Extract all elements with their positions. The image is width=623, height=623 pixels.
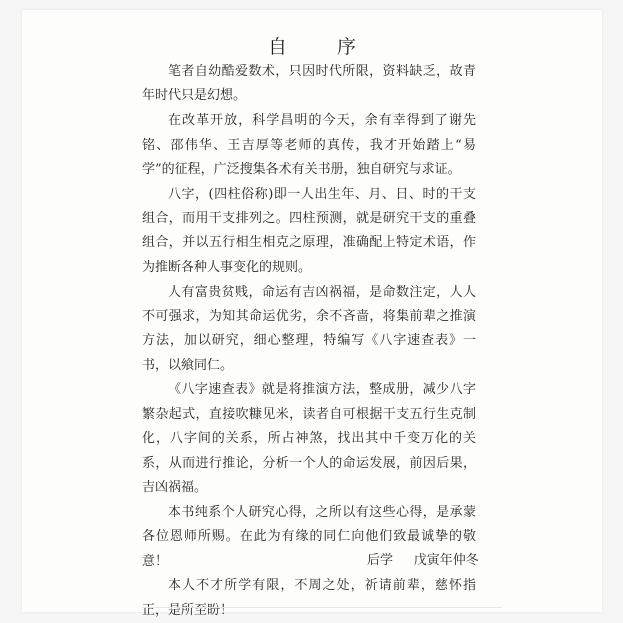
page-edge-line bbox=[142, 607, 502, 608]
paragraph-7: 本人不才所学有限，不周之处，祈请前辈，慈怀指正，是所至盼！ bbox=[142, 578, 476, 618]
paragraph-1: 笔者自幼酷爱数术，只因时代所限，资料缺乏，故青年时代只是幻想。 bbox=[142, 64, 476, 104]
document-page bbox=[22, 10, 602, 618]
document-title: 自 序 bbox=[267, 36, 379, 58]
paragraph-4: 人有富贵贫贱，命运有吉凶祸福，是命数注定，人人不可强求，为知其命运优劣，余不吝啬，将集前辈之推演方法，加以研究，细心整理，特编写《八字速查表》一书，以飨同仁。 bbox=[142, 284, 476, 373]
signature-date: 戊寅年仲冬 bbox=[413, 553, 479, 568]
paragraph-2: 在改革开放，科学昌明的今天，余有幸得到了谢先铭、邵伟华、王吉厚等老师的真传，我才开始踏上“易学”的征程，广泛搜集各术有关书册，独自研究与求证。 bbox=[142, 113, 476, 177]
paragraph-3: 八字，(四柱俗称)即一人出生年、月、日、时的干支组合，而用干支排列之。四柱预测，就是研究干支的重叠组合，并以五行相生相克之原理，准确配上特定术语，作为推断各种人事变化的规则。 bbox=[142, 186, 476, 275]
paragraph-5: 《八字速查表》就是将推演方法，整成册，减少八字繁杂起式，直接吹糠见米，读者自可根据干支五行生克制化，八字间的关系，所占神煞，找出其中千变万化的关系，从而进行推论，分析一个人的命运发展，前因后果，吉凶祸福。 bbox=[142, 382, 476, 496]
paragraph-6: 本书纯系个人研究心得，之所以有这些心得，是承蒙各位恩师所赐。在此为有缘的同仁向他们致最诚挚的敬意！ bbox=[142, 504, 476, 569]
preface-body bbox=[142, 60, 476, 623]
signature-line bbox=[367, 549, 479, 568]
signature-author: 后学 bbox=[367, 553, 394, 568]
